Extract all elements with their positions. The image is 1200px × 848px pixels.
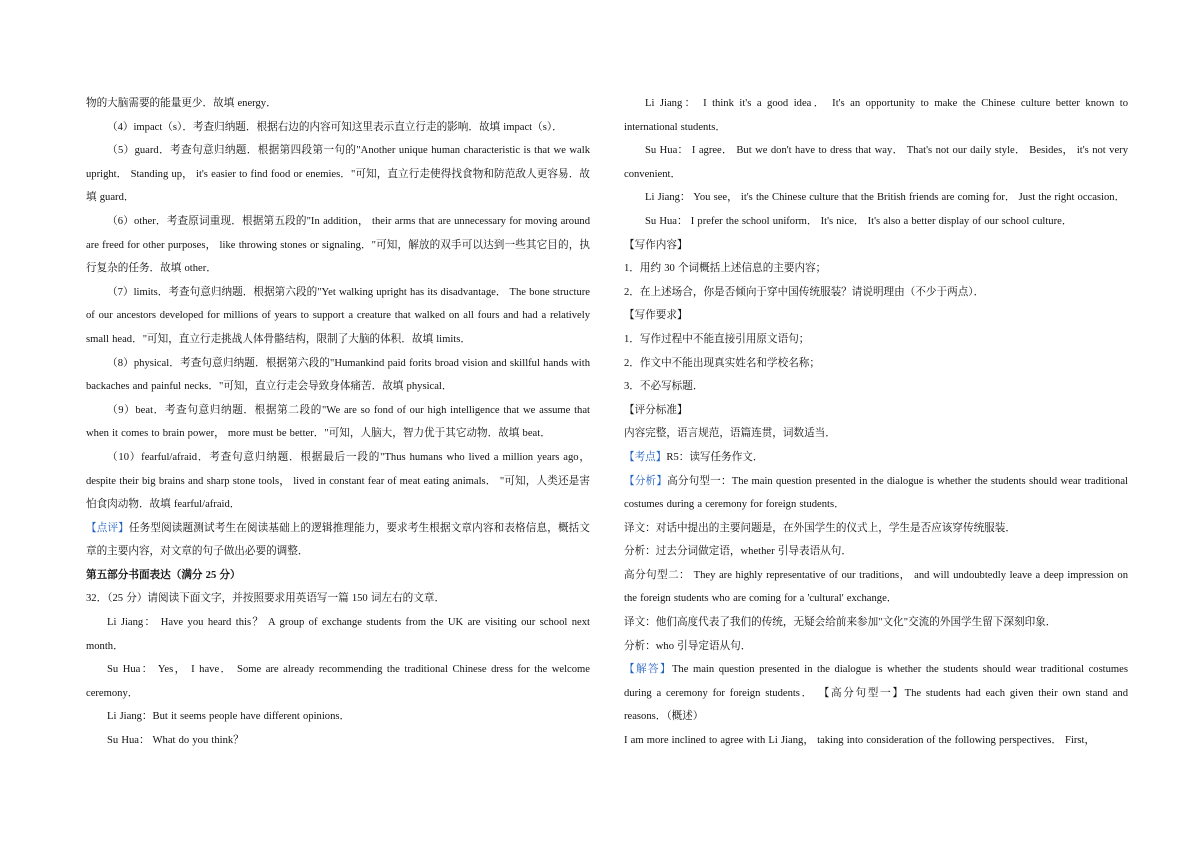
paragraph-text: 2．在上述场合，你是否倾向于穿中国传统服装？请说明理由（不少于两点）． — [624, 286, 985, 298]
right-paragraph — [624, 139, 1128, 186]
paragraph-text: 内容完整，语言规范，语篇连贯，词数适当． — [624, 428, 836, 440]
right-paragraph — [624, 257, 1128, 281]
paragraph-text: Li Jiang： You see， it's the Chinese culture that the British friends are coming for． Just the right occasion． — [645, 192, 1126, 204]
paragraph-text: （4）impact（s）．考查归纳题．根据右边的内容可知这里表示直立行走的影响．故填 impact（s）． — [107, 121, 563, 133]
paragraph-text: 1．写作过程中不能直接引用原文语句； — [624, 333, 810, 345]
paragraph-text: Li Jiang： I think it's a good idea． It's an opportunity to make the Chinese culture better known to international students． — [624, 98, 1128, 133]
paragraph-text: 3．不必写标题． — [624, 381, 704, 393]
paragraph-text: Li Jiang： Have you heard this？ A group of exchange students from the UK are visiting our school next month． — [86, 617, 590, 652]
right-paragraph — [624, 422, 1128, 446]
paragraph-text: （7）limits．考查句意归纳题．根据第六段的"Yet walking upright has its disadvantage． The bone structure of our ancestors developed for millions of years to support a creature that walked on all fours and had a relatively small head．"可知，直立行走挑战人体骨骼结构，限制了大脑的体积．故填 limits． — [86, 286, 590, 345]
left-column — [86, 92, 590, 753]
right-paragraph — [624, 540, 1128, 564]
paragraph-text: I am more inclined to agree with Li Jiang， taking into consideration of the following perspectives． First， — [624, 735, 1096, 747]
left-paragraph — [86, 517, 590, 564]
right-paragraph — [624, 635, 1128, 659]
right-paragraph — [624, 658, 1128, 729]
left-paragraph — [86, 399, 590, 446]
paragraph-text: 【评分标准】 — [624, 404, 688, 416]
left-paragraph — [86, 658, 590, 705]
section-tag: 【点评】 — [86, 522, 129, 534]
right-paragraph — [624, 729, 1128, 753]
paragraph-text: 任务型阅读题测试考生在阅读基础上的逻辑推理能力，要求考生根据文章内容和表格信息，概括文章的主要内容，对文章的句子做出必要的调整． — [86, 522, 590, 558]
right-paragraph — [624, 352, 1128, 376]
right-paragraph — [624, 304, 1128, 328]
right-paragraph — [624, 328, 1128, 352]
left-paragraph — [86, 210, 590, 281]
paragraph-text: （10）fearful/afraid．考查句意归纳题．根据最后一段的"Thus humans who lived a million years ago， despite their big brains and sharp stone tools， lived in constant fear of meat eating animals． "可知，人类还是害怕食肉动物．故填 fearful/afraid． — [86, 451, 590, 511]
right-paragraph — [624, 564, 1128, 611]
right-column — [624, 92, 1128, 753]
right-paragraph — [624, 210, 1128, 234]
paragraph-text: （6）other．考查原词重现．根据第五段的"In addition， their arms that are unnecessary for moving around are freed for other purposes， like throwing stones or signaling．"可知，解放的双手可以达到一些其它目的，执行复杂的任务．故填 other． — [86, 215, 590, 275]
paragraph-text: 【写作内容】 — [624, 239, 688, 251]
left-paragraph — [86, 587, 590, 611]
paragraph-text: 译文：对话中提出的主要问题是，在外国学生的仪式上，学生是否应该穿传统服装． — [624, 522, 1016, 534]
paragraph-text: Su Hua： I agree． But we don't have to dress that way． That's not our daily style． Besides， it's not very convenient． — [624, 145, 1128, 180]
paragraph-text: Su Hua： Yes， I have． Some are already recommending the traditional Chinese dress for the welcome ceremony． — [86, 664, 590, 699]
paragraph-text: Li Jiang：But it seems people have different opinions． — [107, 711, 351, 723]
paragraph-text: 【写作要求】 — [624, 310, 688, 322]
paragraph-text: 1．用约 30 个词概括上述信息的主要内容； — [624, 263, 827, 275]
right-paragraph — [624, 446, 1128, 470]
section-tag: 【考点】 — [624, 451, 667, 463]
left-paragraph — [86, 116, 590, 140]
right-paragraph — [624, 611, 1128, 635]
paragraph-text: Su Hua： I prefer the school uniform． It's nice． It's also a better display of our school culture． — [645, 215, 1073, 227]
paragraph-text: （9）beat．考查句意归纳题．根据第二段的"We are so fond of our high intelligence that we assume that when it comes to brain power， more must be better．"可知，人脑大，智力优于其它动物．故填 beat． — [86, 404, 590, 440]
section-tag: 【解答】 — [624, 664, 672, 676]
paragraph-text: 高分句型二： They are highly representative of our traditions， and will undoubtedly leave a deep impression on the foreign students who are coming for a 'cultural' exchange． — [624, 569, 1128, 605]
left-paragraph — [86, 281, 590, 352]
left-paragraph — [86, 729, 590, 753]
paragraph-text: 物的大脑需要的能量更少．故填 energy． — [86, 98, 277, 109]
right-paragraph — [624, 281, 1128, 305]
paragraph-text: 32．（25 分）请阅读下面文字，并按照要求用英语写一篇 150 词左右的文章． — [86, 593, 446, 605]
right-paragraph — [624, 470, 1128, 517]
right-paragraph — [624, 234, 1128, 258]
paragraph-text: 译文：他们高度代表了我们的传统，无疑会给前来参加"文化"交流的外国学生留下深刻印象． — [624, 617, 1057, 629]
paragraph-text: 2．作文中不能出现真实姓名和学校名称； — [624, 357, 820, 369]
right-paragraph — [624, 399, 1128, 423]
paragraph-text: Su Hua： What do you think？ — [107, 735, 244, 747]
paragraph-text: （8）physical．考查句意归纳题．根据第六段的"Humankind paid forits broad vision and skillful hands with backaches and painful necks．"可知，直立行走会导致身体痛苦．故填 physical． — [86, 357, 590, 393]
right-paragraph — [624, 186, 1128, 210]
right-paragraph — [624, 517, 1128, 541]
left-paragraph — [86, 139, 590, 210]
right-paragraph — [624, 375, 1128, 399]
left-paragraph — [86, 92, 590, 116]
right-paragraph — [624, 92, 1128, 139]
paragraph-text: The main question presented in the dialogue is whether the students should wear traditional costumes during a ceremony for foreign students． 【高分句型一】The students had each given their own stand and reasons．（概述） — [624, 664, 1128, 723]
paragraph-text: （5）guard．考查句意归纳题．根据第四段第一句的"Another unique human characteristic is that we walk upright． Standing up， it's easier to find food or enemies．"可知，直立行走使得找食物和防范敌人更容易．故填 guard． — [86, 145, 590, 204]
paragraph-text: 分析：who 引导定语从句． — [624, 640, 752, 652]
paragraph-text: 分析：过去分词做定语，whether 引导表语从句． — [624, 546, 852, 558]
left-paragraph — [86, 564, 590, 588]
section-tag: 【分析】 — [624, 475, 668, 487]
left-paragraph — [86, 352, 590, 399]
left-paragraph — [86, 611, 590, 658]
left-paragraph — [86, 446, 590, 517]
left-paragraph — [86, 705, 590, 729]
paragraph-text: R5：读写任务作文． — [666, 451, 764, 463]
paragraph-text: 高分句型一：The main question presented in the dialogue is whether the students should wear traditional costumes during a ceremony for foreign students． — [624, 475, 1128, 511]
paragraph-text: 第五部分书面表达（满分 25 分） — [86, 569, 241, 581]
